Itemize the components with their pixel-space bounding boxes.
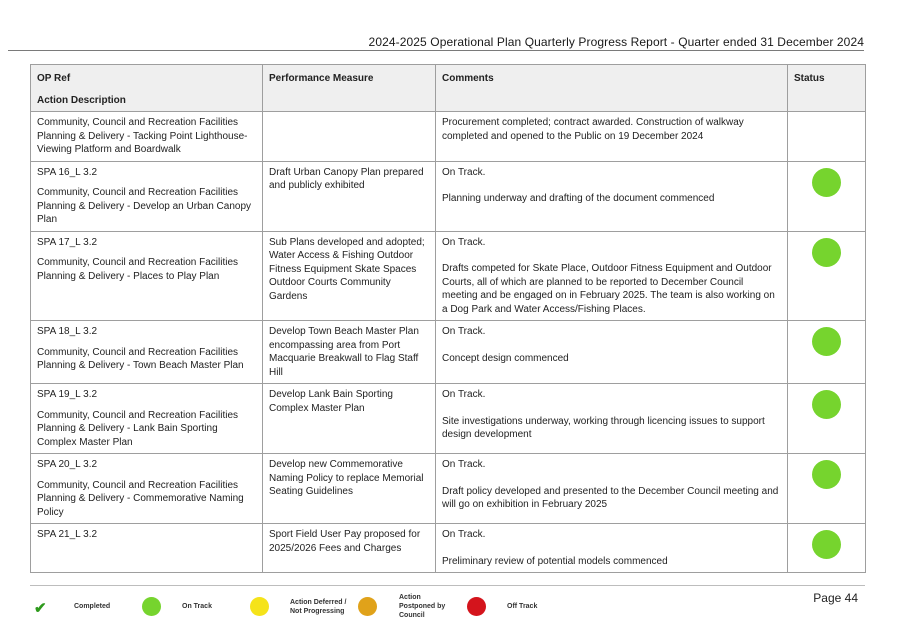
op-ref: SPA 16_L 3.2: [37, 166, 98, 178]
cell-status: [788, 384, 866, 454]
comment-text: Concept design commenced: [442, 352, 569, 364]
legend-deferred-label-wrap: [290, 598, 354, 616]
table-row: [31, 524, 866, 573]
comment-status: On Track.: [442, 389, 486, 400]
legend-off-track-label-wrap: [507, 602, 537, 611]
footer-divider: [30, 585, 865, 586]
cell-comment: [436, 321, 788, 384]
on-track-status-icon: [812, 327, 841, 356]
table-row: [31, 231, 866, 321]
comment-status: On Track.: [442, 529, 486, 540]
comment-status: On Track.: [442, 166, 486, 178]
comment-status: On Track.: [442, 459, 486, 470]
cell-status: [788, 321, 866, 384]
on-track-dot-icon: [142, 597, 161, 616]
op-ref: SPA 19_L 3.2: [37, 389, 98, 400]
legend-postponed: [358, 597, 377, 616]
col-comments: Comments: [436, 65, 788, 112]
cell-status: [788, 231, 866, 321]
comment-text: Planning underway and drafting of the document commenced: [442, 193, 715, 204]
op-ref: SPA 18_L 3.2: [37, 326, 98, 337]
cell-measure: Sub Plans developed and adopted; Water Access & Fishing Outdoor Fitness Equipment Skate Spaces Outdoor Courts Community Gardens: [263, 231, 436, 321]
comment-text: Draft policy developed and presented to the December Council meeting and will go on exhibition in February 2025: [442, 485, 779, 510]
table-row: [31, 112, 866, 162]
action-description: Community, Council and Recreation Facilities Planning & Delivery - Places to Play Plan: [37, 257, 239, 282]
cell-comment: [436, 454, 788, 524]
cell-ref-description: [31, 161, 263, 231]
cell-status: [788, 454, 866, 524]
table-header-row: [31, 65, 866, 112]
cell-measure: Develop Lank Bain Sporting Complex Master Plan: [263, 384, 436, 454]
action-description: Community, Council and Recreation Facilities Planning & Delivery - Develop an Urban Canopy Plan: [37, 187, 252, 225]
table-row: [31, 321, 866, 384]
col-op-ref-label: OP Ref: [37, 73, 71, 84]
comment-text: Drafts competed for Skate Place, Outdoor Fitness Equipment and Outdoor Courts, all of which are planned to be reported to December Council meeting and be engaged on in February 2025. The team is also working on a Dog Park and Water Access/Fishing Places.: [442, 263, 775, 315]
cell-description: Community, Council and Recreation Facilities Planning & Delivery - Tacking Point Lighthouse-Viewing Platform and Boardwalk: [31, 112, 263, 162]
cell-comment: [436, 161, 788, 231]
cell-measure: Sport Field User Pay proposed for 2025/2026 Fees and Charges: [263, 524, 436, 573]
legend-completed-label: Completed: [74, 603, 111, 610]
action-description: Community, Council and Recreation Facilities Planning & Delivery - Town Beach Master Plan: [37, 346, 244, 371]
cell-ref-description: [31, 321, 263, 384]
legend-off-track-label: Off Track: [507, 603, 538, 610]
legend-completed: [34, 599, 47, 617]
cell-status: [788, 161, 866, 231]
checkmark-icon: ✔: [34, 600, 47, 617]
cell-comment: [436, 524, 788, 573]
col-action-description-label: Action Description: [37, 94, 126, 106]
page-number: Page 44: [813, 591, 858, 605]
action-description: Community, Council and Recreation Facilities Planning & Delivery - Lank Bain Sporting Complex Master Plan: [37, 409, 239, 448]
cell-measure: Draft Urban Canopy Plan prepared and publicly exhibited: [263, 161, 436, 231]
deferred-dot-icon: [250, 597, 269, 616]
progress-table: [30, 64, 866, 573]
legend-completed-label-wrap: [74, 602, 110, 611]
status-legend: [34, 593, 574, 623]
legend-postponed-label-wrap: [399, 593, 451, 620]
legend-on-track: [142, 597, 161, 616]
cell-comment: [436, 384, 788, 454]
legend-on-track-label-wrap: [182, 602, 212, 611]
table-row: [31, 161, 866, 231]
op-ref: SPA 17_L 3.2: [37, 236, 98, 248]
comment-text: Site investigations underway, working through licencing issues to support design development: [442, 415, 765, 440]
on-track-status-icon: [812, 238, 841, 267]
off-track-dot-icon: [467, 597, 486, 616]
cell-measure: Develop new Commemorative Naming Policy to replace Memorial Seating Guidelines: [263, 454, 436, 524]
col-status: Status: [788, 65, 866, 112]
op-ref: SPA 21_L 3.2: [37, 529, 98, 540]
comment-status: On Track.: [442, 326, 486, 337]
cell-status: [788, 524, 866, 573]
col-performance-measure: Performance Measure: [263, 65, 436, 112]
table-row: [31, 384, 866, 454]
cell-comment: [436, 231, 788, 321]
header-divider: [8, 50, 864, 51]
cell-measure: Develop Town Beach Master Plan encompassing area from Port Macquarie Breakwall to Flag Staff Hill: [263, 321, 436, 384]
comment-text: Preliminary review of potential models commenced: [442, 555, 668, 567]
legend-deferred: [250, 597, 269, 616]
on-track-status-icon: [812, 390, 841, 419]
cell-ref-description: [31, 454, 263, 524]
cell-comment: Procurement completed; contract awarded. Construction of walkway completed and opened to the Public on 19 December 2024: [436, 112, 788, 162]
on-track-status-icon: [812, 530, 841, 559]
legend-on-track-label: On Track: [182, 603, 212, 610]
cell-measure: [263, 112, 436, 162]
col-op-ref: [31, 65, 263, 112]
action-description: Community, Council and Recreation Facilities Planning & Delivery - Commemorative Naming Policy: [37, 479, 244, 518]
cell-status: [788, 112, 866, 162]
cell-ref-description: [31, 524, 263, 573]
op-ref: SPA 20_L 3.2: [37, 459, 98, 470]
comment-status: On Track.: [442, 236, 486, 248]
cell-ref-description: [31, 384, 263, 454]
report-title: 2024-2025 Operational Plan Quarterly Progress Report - Quarter ended 31 December 2024: [368, 35, 864, 49]
legend-deferred-label: Action Deferred / Not Progressing: [290, 599, 347, 615]
cell-ref-description: [31, 231, 263, 321]
legend-postponed-label: Action Postponed by Council: [399, 594, 446, 619]
table-row: [31, 454, 866, 524]
postponed-dot-icon: [358, 597, 377, 616]
legend-off-track: [467, 597, 486, 616]
on-track-status-icon: [812, 460, 841, 489]
on-track-status-icon: [812, 168, 841, 197]
